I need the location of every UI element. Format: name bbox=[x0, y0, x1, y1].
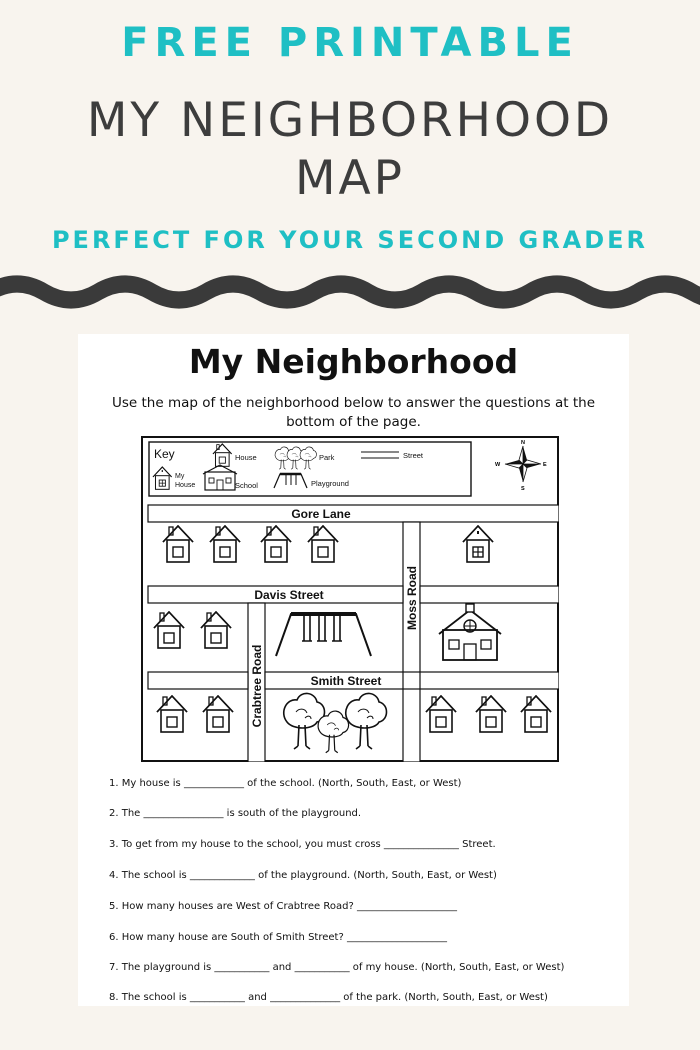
street-gore-lane bbox=[148, 505, 559, 522]
map-key bbox=[149, 442, 471, 496]
key-school-label: School bbox=[235, 481, 258, 490]
key-heading: Key bbox=[154, 447, 175, 461]
key-street-label: Street bbox=[403, 451, 424, 460]
street-davis-street bbox=[148, 586, 559, 603]
svg-text:Moss Road: Moss Road bbox=[405, 565, 419, 631]
worksheet-title: My Neighborhood bbox=[188, 342, 519, 381]
question-1: 1. My house is ____________ of the school. (North, South, East, or West) bbox=[109, 778, 462, 789]
worksheet-instructions: Use the map of the neighborhood below to answer the questions at the bottom of the page. bbox=[111, 395, 596, 430]
question-7: 7. The playground is ___________ and ___________ of my house. (North, South, East, or West) bbox=[109, 962, 565, 973]
compass-w: W bbox=[495, 462, 501, 468]
page-title-line2: MAP bbox=[294, 151, 406, 206]
question-8: 8. The school is ___________ and ______________ of the park. (North, South, East, or West) bbox=[109, 992, 548, 1003]
svg-text:Crabtree Road: Crabtree Road bbox=[250, 644, 264, 728]
key-playground-label: Playground bbox=[311, 479, 349, 488]
page-title bbox=[0, 92, 700, 208]
question-4: 4. The school is _____________ of the playground. (North, South, East, or West) bbox=[109, 870, 497, 881]
question-6: 6. How many house are South of Smith Street? ____________________ bbox=[109, 932, 447, 943]
street-crabtree-road bbox=[248, 603, 265, 762]
compass-n: N bbox=[521, 440, 525, 446]
svg-text:Gore Lane: Gore Lane bbox=[291, 507, 351, 521]
svg-text:Smith Street: Smith Street bbox=[310, 674, 382, 688]
worksheet bbox=[78, 334, 629, 1006]
key-my-house-label-2: House bbox=[175, 482, 196, 489]
key-park-label: Park bbox=[319, 453, 335, 462]
compass-e: E bbox=[543, 462, 547, 468]
key-house-label: House bbox=[235, 453, 257, 462]
free-printable-heading: FREE PRINTABLE bbox=[121, 20, 579, 66]
svg-text:Davis Street: Davis Street bbox=[254, 588, 324, 602]
wavy-divider bbox=[0, 270, 700, 320]
question-3: 3. To get from my house to the school, you must cross _______________ Street. bbox=[109, 839, 496, 850]
street-moss-road bbox=[403, 522, 420, 672]
page-title-line1: MY NEIGHBORHOOD bbox=[86, 93, 614, 148]
page-subtitle: PERFECT FOR YOUR SECOND GRADER bbox=[51, 226, 649, 254]
neighborhood-map bbox=[141, 436, 559, 762]
compass-s: S bbox=[521, 486, 525, 492]
key-my-house-label-1: My bbox=[175, 473, 185, 480]
question-5: 5. How many houses are West of Crabtree Road? ____________________ bbox=[109, 901, 457, 912]
question-2: 2. The ________________ is south of the playground. bbox=[109, 808, 362, 819]
